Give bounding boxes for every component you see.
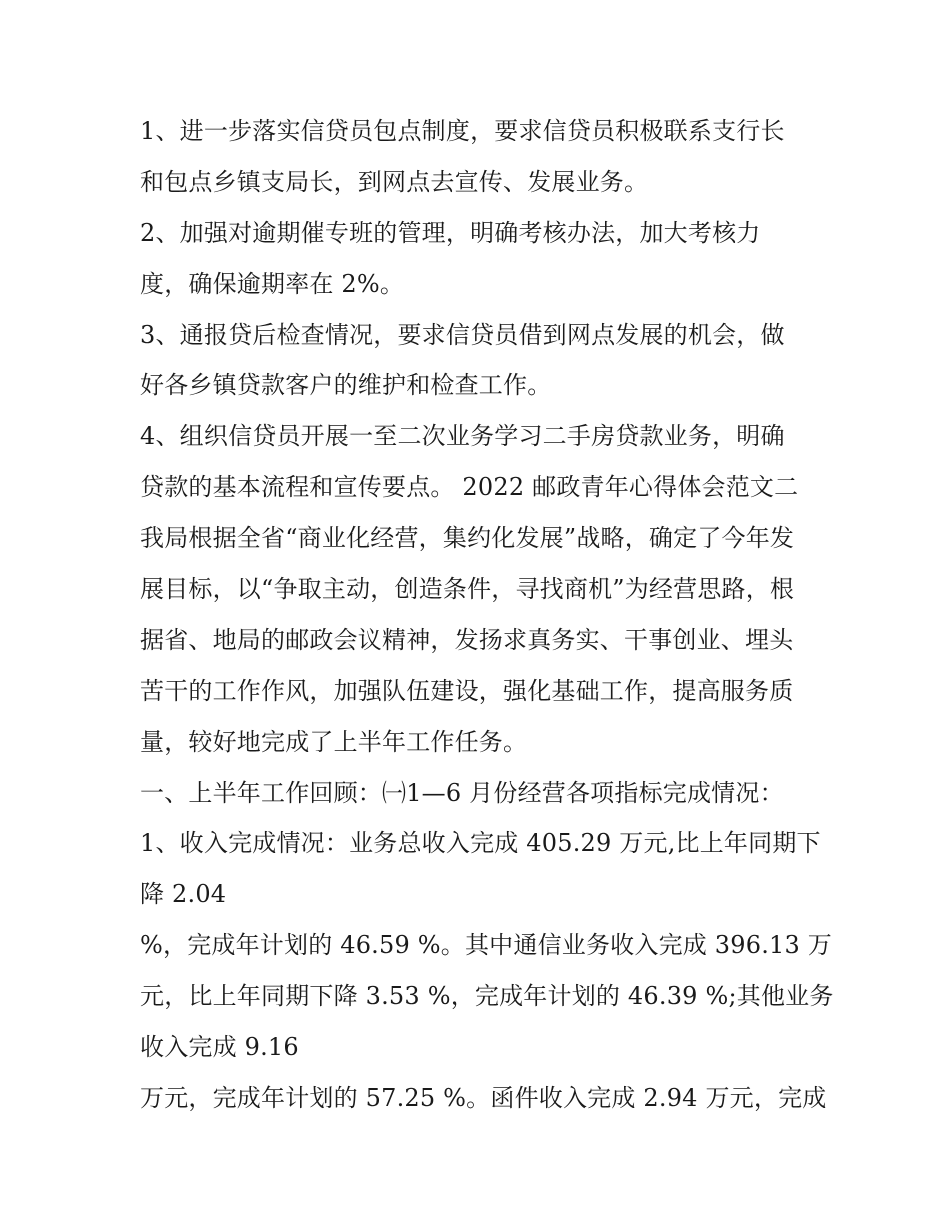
text-line: 收入完成 9.16 bbox=[140, 1033, 299, 1062]
text-line: 我局根据全省“商业化经营，集约化发展”战略，确定了今年发 bbox=[140, 524, 795, 553]
text-line: 和包点乡镇支局长，到网点去宣传、发展业务。 bbox=[140, 167, 649, 196]
text-line: 元，比上年同期下降 3.53 %，完成年计划的 46.39 %;其他业务 bbox=[140, 982, 834, 1011]
text-line: 降 2.04 bbox=[140, 880, 227, 909]
text-line: 万元，完成年计划的 57.25 %。函件收入完成 2.94 万元，完成 bbox=[140, 1083, 827, 1112]
text-line: 好各乡镇贷款客户的维护和检查工作。 bbox=[140, 371, 552, 400]
text-line: 据省、地局的邮政会议精神，发扬求真务实、干事创业、埋头 bbox=[140, 625, 794, 654]
text-line: 苦干的工作作风，加强队伍建设，强化基础工作，提高服务质 bbox=[140, 676, 794, 705]
text-line: 展目标，以“争取主动，创造条件，寻找商机”为经营思路，根 bbox=[140, 575, 795, 604]
text-line: 量，较好地完成了上半年工作任务。 bbox=[140, 727, 528, 756]
text-line: 贷款的基本流程和宣传要点。 2022 邮政青年心得体会范文二 bbox=[140, 473, 799, 502]
text-line: 1、收入完成情况：业务总收入完成 405.29 万元,比上年同期下 bbox=[140, 829, 821, 858]
text-line: %，完成年计划的 46.59 %。其中通信业务收入完成 396.13 万 bbox=[140, 931, 833, 960]
text-line: 3、通报贷后检查情况，要求信贷员借到网点发展的机会，做 bbox=[140, 320, 785, 349]
text-line: 1、进一步落实信贷员包点制度，要求信贷员积极联系支行长 bbox=[140, 117, 785, 145]
text-line: 一、上半年工作回顾：㈠1—6 月份经营各项指标完成情况： bbox=[140, 778, 784, 807]
document-body bbox=[140, 110, 834, 1128]
text-line: 2、加强对逾期催专班的管理，明确考核办法，加大考核力 bbox=[140, 218, 761, 247]
text-line: 4、组织信贷员开展一至二次业务学习二手房贷款业务，明确 bbox=[140, 422, 785, 451]
text-line: 度，确保逾期率在 2%。 bbox=[140, 269, 405, 298]
